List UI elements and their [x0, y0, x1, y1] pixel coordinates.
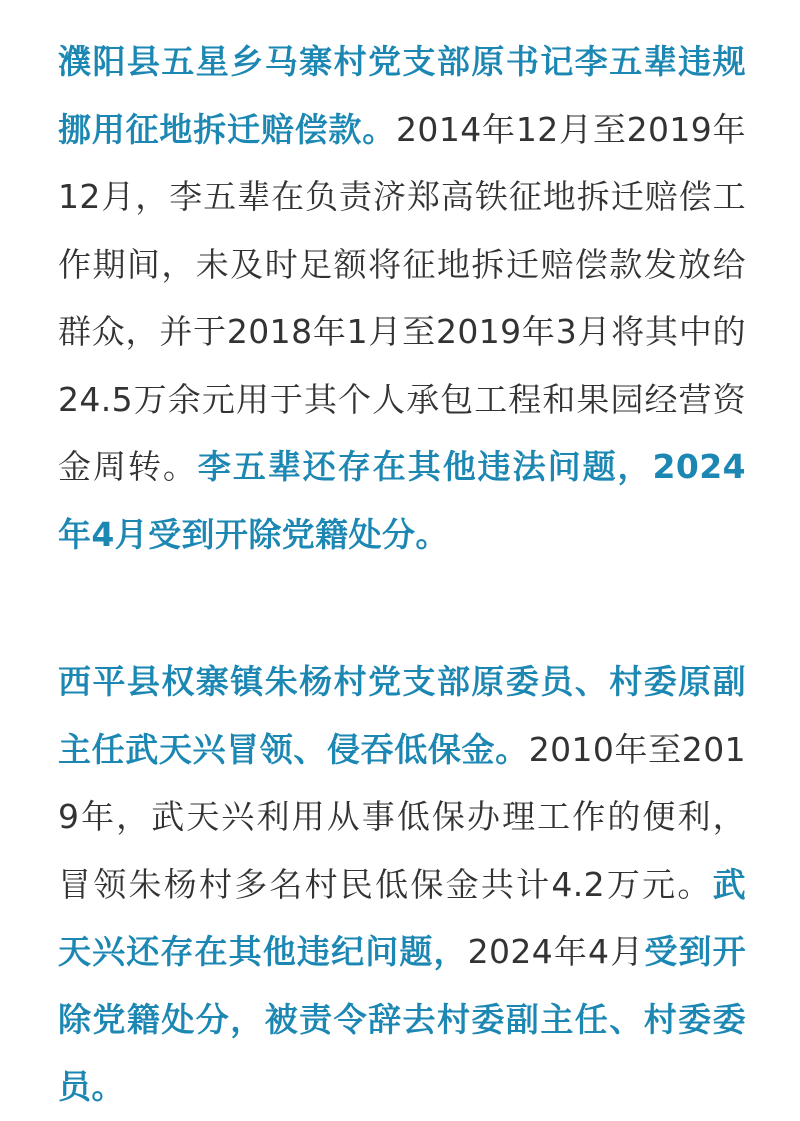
case-paragraph-2 [58, 648, 746, 1121]
article-body [58, 28, 746, 1121]
case-2-details: 2010年至2019年，武天兴利用从事低保办理工作的便利，冒领朱杨村多名村民低保金共计4.2万元。 [58, 729, 746, 904]
case-2-heading: 西平县权寨镇朱杨村党支部原委员、村委原副主任武天兴冒领、侵吞低保金。 [58, 662, 746, 769]
case-paragraph-1 [58, 28, 746, 568]
case-1-heading: 濮阳县五星乡马寨村党支部原书记李五辈违规挪用征地拆迁赔偿款。 [58, 42, 746, 149]
case-2-other-issues: 武天兴还存在其他违纪问题， [58, 864, 746, 971]
case-2-penalty: 受到开除党籍处分，被责令辞去村委副主任、村委委员。 [58, 932, 746, 1106]
case-1-penalty: 李五辈还存在其他违法问题，2024年4月受到开除党籍处分。 [58, 447, 746, 554]
case-2-date: 2024年4月 [467, 932, 645, 971]
case-1-details: 2014年12月至2019年12月，李五辈在负责济郑高铁征地拆迁赔偿工作期间，未及时足额将征地拆迁赔偿款发放给群众，并于2018年1月至2019年3月将其中的24.5万余元用于其个人承包工程和果园经营资金周转。 [58, 109, 747, 486]
